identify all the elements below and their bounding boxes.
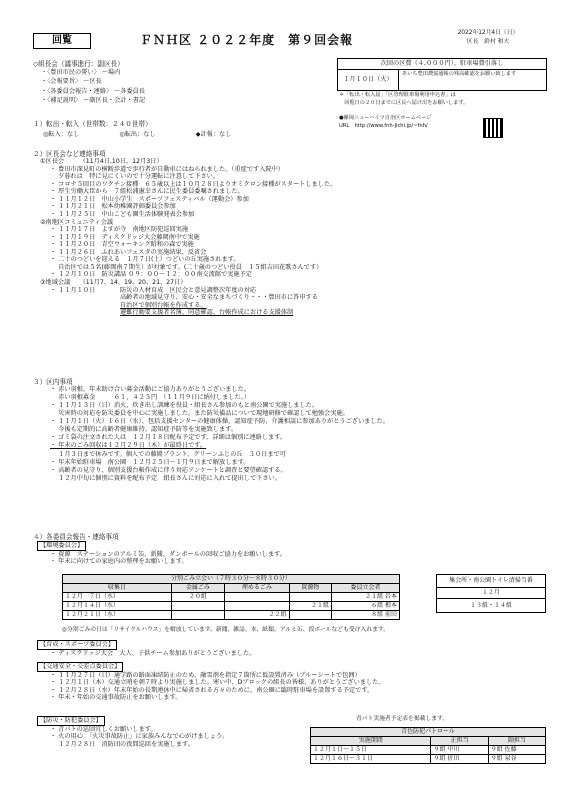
notice-small-line: ＊「転出・転入届」「区管理駐車場利用申込書」は xyxy=(339,92,456,98)
homepage-info xyxy=(339,115,489,130)
community-line: 自治区では５名(藤岡南７期生）が対象です。(二十歳のつどい役員 １５組吉田花歌さんです） xyxy=(50,263,323,271)
table-cell: ９組 佐藤 xyxy=(488,746,545,755)
kucho-heading: ２）区長会など連絡事項 xyxy=(33,150,106,158)
kuchokai-line: 夕暮れは 特に見にくいので十分運転に注意して下さい。 xyxy=(50,173,220,181)
patrol-col-header: 副担当 xyxy=(488,737,545,746)
area-meeting-line: 自治区で個別台帳を作成する。 xyxy=(120,301,207,309)
community-line: ・ １２月１０日 防災講話 ０９：００〜１２：００南交流館で実施予定 xyxy=(50,271,252,279)
committee-heading: ４）各委員会報告・連絡事項 xyxy=(33,533,119,541)
kuchokai-line: ・ 厚生労働大臣から ７組松浦憲幸さんに民生委員委嘱されました。 xyxy=(50,188,244,196)
community-line: ・ １１月１７日 よすが寺 南地区防犯巡回実施 xyxy=(50,226,189,234)
community-line: ・ １１月１９日 ディスクドッジ大会藤岡南中で実施 xyxy=(50,233,200,241)
notice-title: 次回の区費（４,０００円）、駐車場費引落し xyxy=(338,59,546,70)
garbage-col-header: 金属ごみ xyxy=(171,584,224,593)
area-meeting-line: 避難行動要支援者名簿、同意確認、台帳作成における支援体制 xyxy=(120,309,294,317)
section-meeting xyxy=(33,60,323,105)
patrol-note: 青パト実施者予定表を掲載します。 xyxy=(356,716,449,722)
table-cell xyxy=(289,593,331,602)
area-meeting-date: （11月7、14、19、20、21、27日） xyxy=(82,279,187,287)
district-line: １２月中旬に個別に資料を配布予定 組長さんに対応に入れて提出して下さい。 xyxy=(50,474,281,482)
move-heading: １）転出・転入（世帯数：２４０世帯） xyxy=(33,120,152,128)
table-cell: ６組 根本 xyxy=(331,602,399,611)
table-cell: ９組 中川 xyxy=(431,746,488,755)
kuchokai-line: ・ １１月２５日 中山こども園生活体験発表会参加 xyxy=(50,210,195,218)
district-line: １月３日まで休みです。個人での藤岡プラント、グリーンふじの丘 ３０日まで可 xyxy=(50,450,286,458)
kuchokai-head: ①区長会 xyxy=(40,158,65,166)
kairan-label: 回覧 xyxy=(33,33,91,49)
area-meeting-head: ③地域会議 xyxy=(40,279,71,287)
area-meeting-line: 高齢者の地域見守り、安心・安全なまちづくり・・・豊田市に答申する xyxy=(120,294,318,302)
area-meeting-line: 防災の人材育成 区民会と意見調整次年度の対応 xyxy=(120,286,257,294)
header-meta xyxy=(428,29,548,48)
qr-code-icon xyxy=(483,118,503,138)
env-line: ・ 年末に向けての家庭内の整理をお願いします。 xyxy=(50,558,188,566)
traffic-heading: 【交通安全・交差点委員会】 xyxy=(37,662,123,672)
community-head: ②南地区コミュニティ会議 xyxy=(40,218,113,226)
table-row xyxy=(63,611,400,620)
traffic-line: ・ １２月２８日（水）年末年始の長期連休中に帰省される方々のために、南公園に臨時駐車場を設置する予定です。 xyxy=(50,686,374,694)
community-line: ・ １１月２６日 ふれあいフェスタの実施結果、反省会 xyxy=(50,248,207,256)
table-cell xyxy=(289,611,331,620)
notice-note: あいち豊田農協通帳の残高確認をお願い致します xyxy=(402,71,517,77)
section-traffic xyxy=(37,662,557,702)
garbage-col-header: 収集日 xyxy=(63,584,172,593)
district-line: ・ １１月１日（火）１６日（水）、包括支援センターの健康体操、認知症予防、介護相談に参加ありがとうございました。 xyxy=(50,418,389,426)
meeting-item: ・〈豊田市民の誓い〉 〜場内 xyxy=(41,69,121,77)
garbage-table xyxy=(62,574,400,620)
patrol-table-title: 青色防犯パトロール xyxy=(311,728,546,737)
section-sports xyxy=(37,640,537,657)
section-kucho xyxy=(33,150,553,317)
table-cell: ９組 折田 xyxy=(431,755,488,764)
table-cell xyxy=(171,602,224,611)
toilet-duty-month: １２月 xyxy=(437,588,545,598)
district-heading: ３）区内事項 xyxy=(33,378,73,386)
meeting-item: ・〈補足説明〉 〜副区長・会計・書記 xyxy=(41,96,146,104)
notice-box xyxy=(337,58,547,91)
page-title: ＦＮＨ区 ２０２２年度 第９回会報 xyxy=(140,33,354,47)
table-row xyxy=(311,746,546,755)
table-cell: ２２組 xyxy=(225,611,289,620)
homepage-url[interactable]: http://www.fnh-jichi.jp/~fnh/ xyxy=(354,122,428,129)
district-line: 今後も定期的に高齢者健康維持、認知症予防等を実施致します。 xyxy=(50,426,238,434)
patrol-col-header: 実施期間 xyxy=(311,737,431,746)
kuchokai-line: ・ 豊田市深見町の横断歩道で歩行者が自動車にはねられました。（重症です入院中） xyxy=(50,165,284,173)
garbage-col-header: 資源物 xyxy=(289,584,331,593)
traffic-line: ・ 年末・年始の交通事故防止をお願いします。 xyxy=(50,694,182,702)
kuchokai-line: ・ １１月２１日 松本幼稚園評価委員会参加 xyxy=(50,203,176,211)
traffic-line: ・ １２月１日（木）交通立哨を朝７時より実施しました。寒い中、Dブロックの組長の皆様、ありがとうございました。 xyxy=(50,679,385,687)
district-line: ・ 年末年始駐車場 南公園 １２月２５日〜１月９日まで解放します。 xyxy=(50,458,250,466)
area-meeting-date-item: ・ １１月１０日 xyxy=(50,286,96,294)
notice-date: １月１０日（火） xyxy=(338,70,399,90)
district-line: ・ 高齢者の見守り、個別支援台帳作成に伴う対応アンケートと調査と要望確認する。 xyxy=(50,466,287,474)
issue-date: 2022年12月4日（日） xyxy=(457,30,519,36)
table-cell: ８組 前田 xyxy=(331,611,399,620)
meeting-item: ・〈各委員会報告・連絡〉 〜各委員長 xyxy=(41,87,146,95)
meeting-item: ・〈会報要旨〉 〜区長 xyxy=(41,78,102,86)
district-line: 赤い羽根募金 ６１，４２５円 （１１月９日に納付しました。） xyxy=(50,394,250,402)
table-cell: ２１組 xyxy=(289,602,331,611)
table-row xyxy=(63,602,400,611)
garbage-col-header: 委員立会者 xyxy=(331,584,399,593)
table-cell: ９組 泉谷 xyxy=(488,755,545,764)
garbage-col-header: 埋めるごみ xyxy=(225,584,289,593)
section-district xyxy=(33,378,553,483)
table-cell: ２１組 岩本 xyxy=(331,593,399,602)
crime-line: ・ 火の用心 「火災事故防止」に家族みんなで心がけましょう。 xyxy=(50,733,229,741)
env-line: ・ 資源 ステーションのアルミ缶、新聞、ダンボールの回収ご協力をお願いします。 xyxy=(50,550,286,558)
table-cell: ２０組 xyxy=(171,593,224,602)
patrol-col-header: 正担当 xyxy=(431,737,488,746)
move-out: ◎転出：なし xyxy=(119,131,156,139)
notice-small xyxy=(339,92,549,107)
homepage-title: ●藤岡ニューハイツ自治区ホームページ xyxy=(339,115,432,121)
author: 区長 鈴村 和夫 xyxy=(466,39,510,46)
kuchokai-date: （11月4日,10日、12月3日） xyxy=(82,158,163,166)
kuchokai-line: ・ コロナ５回目のワクチン接種 ６５歳以上は１０月２８日よりオミクロン接種がスタートしました。 xyxy=(50,180,337,188)
district-line: ・ １１月１３日（日）消火、炊き出し訓練を役員・組長さん参加のもと南公園で実施しました。 xyxy=(50,402,319,410)
table-cell xyxy=(225,602,289,611)
district-line: ・ ゴミ袋の注文された人は １２月１８日配布予定です。詳細は個別に連絡します。 xyxy=(50,434,287,442)
table-cell xyxy=(171,611,224,620)
toilet-duty-groups: １３組・１４組 xyxy=(469,601,512,609)
url-label: URL xyxy=(339,122,350,129)
district-line: ・ 年末のごみ回収は１２月２９日（木）が最終日です。 xyxy=(50,442,207,450)
table-row xyxy=(63,593,400,602)
district-line: ・ 赤い羽根、年末助け合い募金活動にご協力ありがとうございました。 xyxy=(50,386,250,394)
crime-heading: 【防災・防犯委員会】 xyxy=(37,716,105,726)
crime-line: １２月２８日 消防団の夜間巡回を実施します。 xyxy=(50,740,194,748)
move-in: ◎転入：なし xyxy=(43,131,80,139)
notice-small-line: 回覧日の２０日までに区長へ届け出をお願いします。 xyxy=(339,99,469,106)
table-row xyxy=(311,755,546,764)
crime-line: ・ 青パトの巡回宜しくお願いします。 xyxy=(50,725,157,733)
district-line: 災害時の対応を防災委員を中心に実施しました。また防災備品について現地研修で確認して勉強会実施。 xyxy=(50,410,349,418)
garbage-table-title: 分別ごみ立会い（７時３０分〜８時３０分） xyxy=(63,575,400,584)
table-cell: １２月１日〜１５日 xyxy=(311,746,431,755)
kuchokai-line: ・ １１月１２日 中山小学生 スポーツフェスティバル（運動会）参加 xyxy=(50,195,249,203)
sports-line: ・ ディスクドッジ大会 大人、子供チーム参加ありがとうございました。 xyxy=(50,649,256,657)
section-committee xyxy=(33,533,553,566)
table-cell: １２月２１日（水） xyxy=(63,611,172,620)
env-heading: 【環境委員会】 xyxy=(37,541,86,551)
meeting-heading: ◇組長会（議事進行：副区長） xyxy=(33,60,124,68)
table-cell: １２月 ７日（水） xyxy=(63,593,172,602)
section-move xyxy=(33,120,333,139)
community-line: ・ １１月２０日 青空ウォーキング昭和の森で実施 xyxy=(50,241,194,249)
toilet-duty-title: 集会所・南公園トイレ清掃当番 xyxy=(437,575,545,588)
community-line: ・ 二十のつどいを迎える １月７日(土）つどいの丘実施されます。 xyxy=(50,256,240,264)
obituary: ◆計報：なし xyxy=(195,131,232,139)
recycle-note: ◎分別ごみの日は「リサイクルハウス」を解放しています。新聞、雑誌、本、紙類、アルミ缶、段ボールなども受け入れます。 xyxy=(62,627,390,633)
traffic-line: ・ １１月２７日（日）通学路の路面凍結防止のため、融雪剤を指定７箇所に仮設置済み（ブルーシートで包囲） xyxy=(50,671,361,679)
table-cell: １２月１６日〜３１日 xyxy=(311,755,431,764)
patrol-table xyxy=(310,727,546,764)
section-crime xyxy=(37,716,317,748)
sports-heading: 【育成・スポーツ委員会】 xyxy=(37,640,117,650)
table-cell xyxy=(225,593,289,602)
table-cell: １２月１４日（水） xyxy=(63,602,172,611)
toilet-duty-box xyxy=(436,574,546,613)
